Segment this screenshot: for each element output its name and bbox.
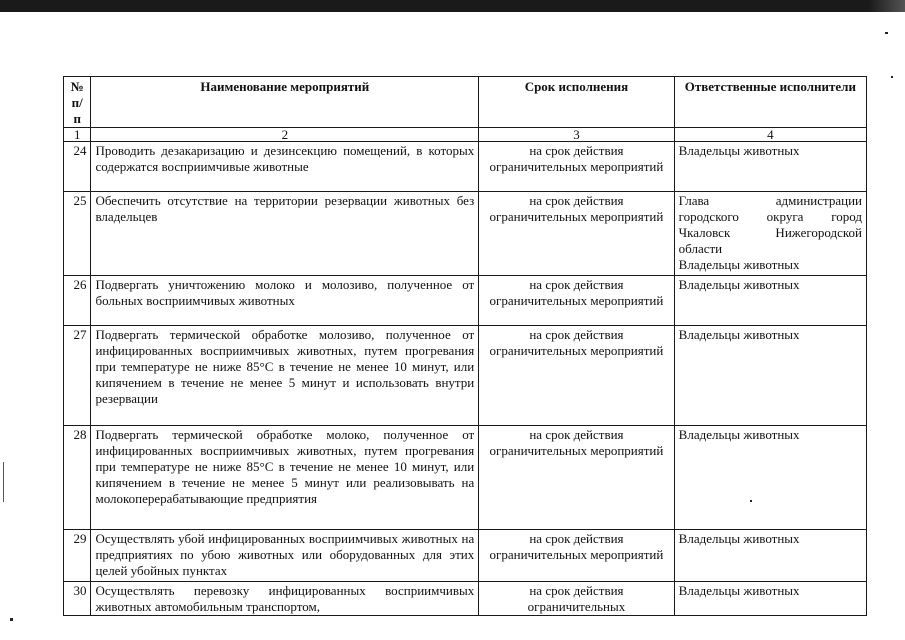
table-row	[64, 326, 867, 426]
scan-top-border	[0, 0, 905, 12]
row-number: 30	[64, 582, 91, 616]
row-number: 25	[64, 192, 91, 276]
column-index: 3	[479, 128, 674, 142]
row-number: 24	[64, 142, 91, 192]
row-responsible: Владельцы животных	[674, 530, 866, 582]
table-row	[64, 426, 867, 530]
row-term: на срок действия ограничительных мероприятий	[479, 426, 674, 530]
row-measure: Осуществлять убой инфицированных восприимчивых животных на предприятиях по убою животных или оборудованных для этих целей убойных пунктах	[91, 530, 479, 582]
row-number: 29	[64, 530, 91, 582]
row-term: на срок действия ограничительных	[479, 582, 674, 616]
header-num: № п/п	[64, 77, 91, 128]
row-number: 27	[64, 326, 91, 426]
table-row	[64, 276, 867, 326]
row-measure: Подвергать термической обработке молоко, полученное от инфицированных восприимчивых животных, путем прогревания при температуре не ниже 85°С в течение не менее 10 минут, или кипячением в течение не менее 5 минут или реализовывать на молокоперерабатывающие предприятия	[91, 426, 479, 530]
row-term: на срок действия ограничительных мероприятий	[479, 530, 674, 582]
row-responsible: Владельцы животных	[674, 326, 866, 426]
scan-speck	[3, 462, 4, 502]
row-measure: Подвергать термической обработке молозиво, полученное от инфицированных восприимчивых животных, путем прогревания при температуре не ниже 85°С в течение не менее 10 минут, или кипячением в течение не менее 5 минут и использовать внутри резервации	[91, 326, 479, 426]
header-responsible: Ответственные исполнители	[674, 77, 866, 128]
row-responsible: Владельцы животных	[674, 426, 866, 530]
table-row	[64, 582, 867, 616]
column-index: 1	[64, 128, 91, 142]
scan-speck	[10, 618, 13, 621]
row-responsible: Владельцы животных	[674, 582, 866, 616]
row-measure: Осуществлять перевозку инфицированных восприимчивых животных автомобильным транспортом,	[91, 582, 479, 616]
row-number: 26	[64, 276, 91, 326]
row-responsible: Глава администрации городского округа город Чкаловск Нижегородской области	[678, 193, 862, 256]
row-responsible: Владельцы животных	[674, 276, 866, 326]
row-measure: Подвергать уничтожению молоко и молозиво, полученное от больных восприимчивых животных	[91, 276, 479, 326]
table-row	[64, 142, 867, 192]
row-responsible-secondary: Владельцы животных	[678, 257, 800, 272]
row-term: на срок действия ограничительных мероприятий	[479, 142, 674, 192]
row-term: на срок действия ограничительных мероприятий	[479, 192, 674, 276]
row-responsible: Владельцы животных	[674, 142, 866, 192]
row-responsible-cell	[674, 192, 866, 276]
scan-speck	[891, 76, 893, 78]
table-header-row	[64, 77, 867, 128]
scan-speck	[885, 32, 888, 34]
row-number: 28	[64, 426, 91, 530]
column-index: 4	[674, 128, 866, 142]
header-term: Срок исполнения	[479, 77, 674, 128]
row-measure: Проводить дезакаризацию и дезинсекцию помещений, в которых содержатся восприимчивые животные	[91, 142, 479, 192]
column-index: 2	[91, 128, 479, 142]
row-term: на срок действия ограничительных мероприятий	[479, 326, 674, 426]
table-row	[64, 192, 867, 276]
row-measure: Обеспечить отсутствие на территории резервации животных без владельцев	[91, 192, 479, 276]
table-row	[64, 530, 867, 582]
column-index-row	[64, 128, 867, 142]
measures-table	[63, 76, 867, 616]
row-term: на срок действия ограничительных мероприятий	[479, 276, 674, 326]
header-name: Наименование мероприятий	[91, 77, 479, 128]
